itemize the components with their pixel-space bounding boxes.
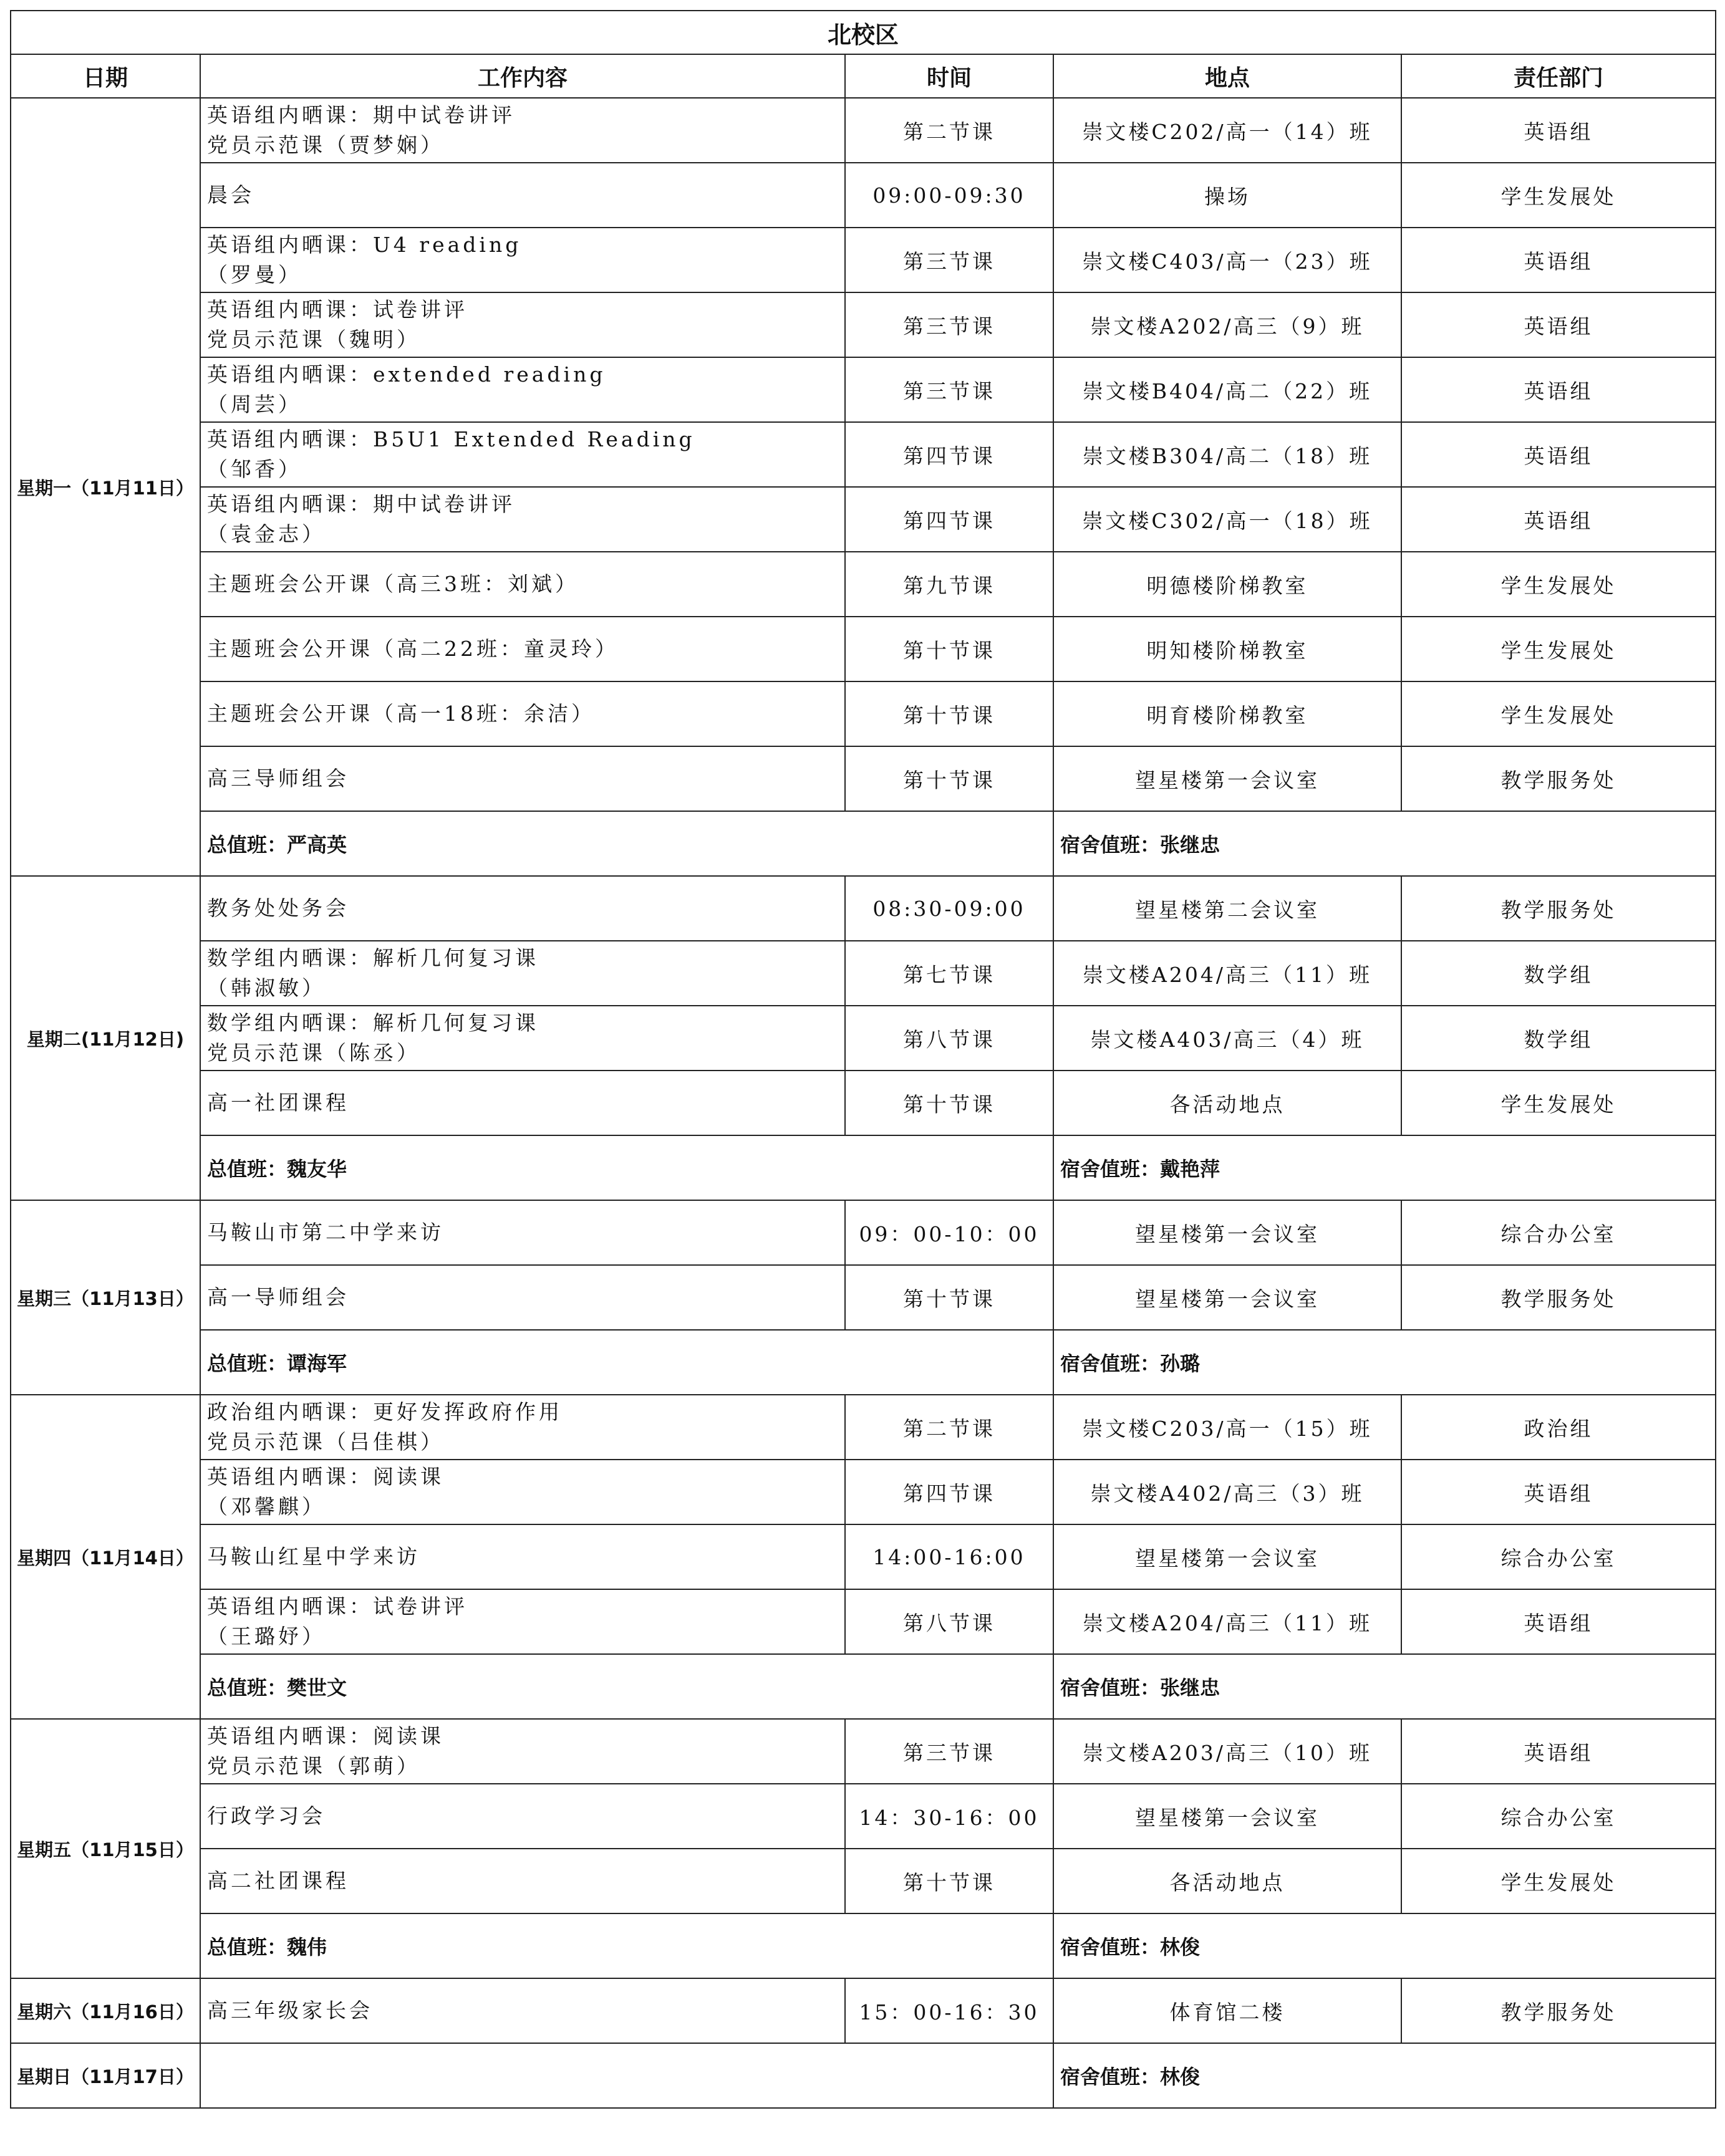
event-location: 望星楼第二会议室 bbox=[1053, 876, 1401, 941]
event-time: 第四节课 bbox=[845, 1460, 1053, 1524]
event-dept: 综合办公室 bbox=[1401, 1784, 1716, 1849]
event-content-line: 党员示范课（陈丞） bbox=[207, 1041, 420, 1065]
duty-row bbox=[11, 1913, 1716, 1978]
duty-general: 总值班：谭海军 bbox=[200, 1330, 1053, 1395]
event-time: 第十节课 bbox=[845, 617, 1053, 681]
event-location: 望星楼第一会议室 bbox=[1053, 1200, 1401, 1265]
event-content bbox=[200, 292, 845, 357]
event-content bbox=[200, 487, 845, 552]
event-content-line: 党员示范课（贾梦娴） bbox=[207, 133, 444, 157]
table-row bbox=[11, 617, 1716, 681]
event-content-line: （罗曼） bbox=[207, 262, 302, 287]
event-content-line: 教务处处务会 bbox=[207, 896, 349, 920]
table-row bbox=[11, 98, 1716, 163]
event-content bbox=[200, 1589, 845, 1654]
table-row bbox=[11, 422, 1716, 487]
event-dept: 政治组 bbox=[1401, 1395, 1716, 1460]
event-time: 第八节课 bbox=[845, 1589, 1053, 1654]
table-row bbox=[11, 163, 1716, 228]
table-row bbox=[11, 1784, 1716, 1849]
duty-general: 总值班：魏伟 bbox=[200, 1913, 1053, 1978]
event-dept: 教学服务处 bbox=[1401, 876, 1716, 941]
event-content-line: 英语组内晒课：B5U1 Extended Reading bbox=[207, 427, 695, 451]
event-content bbox=[200, 228, 845, 292]
event-content bbox=[200, 1978, 845, 2043]
event-location: 崇文楼A403/高三（4）班 bbox=[1053, 1006, 1401, 1071]
event-time: 第三节课 bbox=[845, 228, 1053, 292]
campus-title: 北校区 bbox=[11, 11, 1716, 54]
event-dept: 综合办公室 bbox=[1401, 1524, 1716, 1589]
day-date: 星期日（11月17日） bbox=[11, 2043, 200, 2108]
day-date: 星期一（11月11日） bbox=[11, 98, 200, 876]
event-location: 崇文楼C302/高一（18）班 bbox=[1053, 487, 1401, 552]
event-content bbox=[200, 1460, 845, 1524]
event-location: 体育馆二楼 bbox=[1053, 1978, 1401, 2043]
event-content-line: 党员示范课（吕佳棋） bbox=[207, 1430, 444, 1454]
duty-dorm: 宿舍值班：孙璐 bbox=[1053, 1330, 1716, 1395]
header-date: 日期 bbox=[11, 54, 200, 98]
header-dept: 责任部门 bbox=[1401, 54, 1716, 98]
event-time: 14：30-16：00 bbox=[845, 1784, 1053, 1849]
event-content bbox=[200, 876, 845, 941]
event-location: 崇文楼A402/高三（3）班 bbox=[1053, 1460, 1401, 1524]
table-row bbox=[11, 1395, 1716, 1460]
event-content-line: 数学组内晒课：解析几何复习课 bbox=[207, 946, 539, 970]
table-row bbox=[11, 941, 1716, 1006]
event-time: 第九节课 bbox=[845, 552, 1053, 617]
event-time: 第十节课 bbox=[845, 1265, 1053, 1330]
event-content bbox=[200, 1071, 845, 1135]
day-date: 星期二(11月12日) bbox=[11, 876, 200, 1200]
event-content bbox=[200, 1200, 845, 1265]
event-dept: 教学服务处 bbox=[1401, 1978, 1716, 2043]
event-time: 第三节课 bbox=[845, 292, 1053, 357]
event-dept: 英语组 bbox=[1401, 98, 1716, 163]
table-row bbox=[11, 1719, 1716, 1784]
table-row bbox=[11, 292, 1716, 357]
duty-row bbox=[11, 1330, 1716, 1395]
event-content-line: 马鞍山市第二中学来访 bbox=[207, 1220, 444, 1244]
event-dept: 学生发展处 bbox=[1401, 617, 1716, 681]
event-location: 操场 bbox=[1053, 163, 1401, 228]
event-content bbox=[200, 163, 845, 228]
header-location: 地点 bbox=[1053, 54, 1401, 98]
event-content-line: （周芸） bbox=[207, 392, 302, 416]
event-location: 各活动地点 bbox=[1053, 1071, 1401, 1135]
duty-general: 总值班：魏友华 bbox=[200, 1135, 1053, 1200]
event-time: 09:00-09:30 bbox=[845, 163, 1053, 228]
event-dept: 英语组 bbox=[1401, 228, 1716, 292]
event-content-line: 高一社团课程 bbox=[207, 1090, 349, 1115]
table-row bbox=[11, 228, 1716, 292]
duty-dorm: 宿舍值班：林俊 bbox=[1053, 1913, 1716, 1978]
event-content-line: 主题班会公开课（高一18班：余洁） bbox=[207, 701, 595, 726]
table-row bbox=[11, 487, 1716, 552]
event-content-line: 英语组内晒课：U4 reading bbox=[207, 233, 522, 257]
event-content-line: 政治组内晒课：更好发挥政府作用 bbox=[207, 1400, 563, 1424]
event-content-line: 数学组内晒课：解析几何复习课 bbox=[207, 1011, 539, 1035]
event-content bbox=[200, 1006, 845, 1071]
event-content-line: （邓馨麒） bbox=[207, 1494, 326, 1519]
event-time: 第十节课 bbox=[845, 681, 1053, 746]
duty-dorm: 宿舍值班：张继忠 bbox=[1053, 1654, 1716, 1719]
event-location: 崇文楼A204/高三（11）班 bbox=[1053, 941, 1401, 1006]
event-time: 第三节课 bbox=[845, 1719, 1053, 1784]
event-content-line: 英语组内晒课：阅读课 bbox=[207, 1724, 444, 1748]
event-dept: 数学组 bbox=[1401, 941, 1716, 1006]
event-dept: 教学服务处 bbox=[1401, 746, 1716, 811]
event-content-line: 高三年级家长会 bbox=[207, 1998, 373, 2023]
event-dept: 英语组 bbox=[1401, 292, 1716, 357]
table-row bbox=[11, 681, 1716, 746]
duty-row bbox=[11, 811, 1716, 876]
event-time: 第十节课 bbox=[845, 1849, 1053, 1913]
event-content bbox=[200, 552, 845, 617]
event-content-line: （袁金志） bbox=[207, 522, 326, 546]
event-dept: 英语组 bbox=[1401, 1460, 1716, 1524]
event-content bbox=[200, 1784, 845, 1849]
event-content-line: 英语组内晒课：期中试卷讲评 bbox=[207, 103, 515, 127]
table-row bbox=[11, 1589, 1716, 1654]
duty-dorm: 宿舍值班：林俊 bbox=[1053, 2043, 1716, 2108]
event-time: 15：00-16：30 bbox=[845, 1978, 1053, 2043]
event-time: 第十节课 bbox=[845, 1071, 1053, 1135]
event-content bbox=[200, 357, 845, 422]
event-dept: 数学组 bbox=[1401, 1006, 1716, 1071]
event-dept: 学生发展处 bbox=[1401, 163, 1716, 228]
event-content bbox=[200, 422, 845, 487]
day-date: 星期三（11月13日） bbox=[11, 1200, 200, 1395]
event-content-line: （王璐妤） bbox=[207, 1624, 326, 1648]
event-content-line: 党员示范课（郭萌） bbox=[207, 1754, 420, 1778]
event-content bbox=[200, 98, 845, 163]
event-content bbox=[200, 746, 845, 811]
event-content bbox=[200, 617, 845, 681]
table-row bbox=[11, 1265, 1716, 1330]
event-time: 第四节课 bbox=[845, 422, 1053, 487]
event-location: 崇文楼B404/高二（22）班 bbox=[1053, 357, 1401, 422]
event-content-line: 英语组内晒课：阅读课 bbox=[207, 1465, 444, 1489]
event-time: 第七节课 bbox=[845, 941, 1053, 1006]
day-date: 星期四（11月14日） bbox=[11, 1395, 200, 1719]
event-content bbox=[200, 941, 845, 1006]
header-time: 时间 bbox=[845, 54, 1053, 98]
event-location: 崇文楼C203/高一（15）班 bbox=[1053, 1395, 1401, 1460]
event-location: 崇文楼A202/高三（9）班 bbox=[1053, 292, 1401, 357]
event-location: 望星楼第一会议室 bbox=[1053, 1265, 1401, 1330]
table-row bbox=[11, 1524, 1716, 1589]
event-content bbox=[200, 1849, 845, 1913]
event-time: 09：00-10：00 bbox=[845, 1200, 1053, 1265]
event-location: 各活动地点 bbox=[1053, 1849, 1401, 1913]
day-date: 星期五（11月15日） bbox=[11, 1719, 200, 1978]
table-row bbox=[11, 552, 1716, 617]
duty-general: 总值班：樊世文 bbox=[200, 1654, 1053, 1719]
duty-dorm: 宿舍值班：张继忠 bbox=[1053, 811, 1716, 876]
event-time: 第四节课 bbox=[845, 487, 1053, 552]
event-content bbox=[200, 1524, 845, 1589]
event-time: 14:00-16:00 bbox=[845, 1524, 1053, 1589]
table-row bbox=[11, 1071, 1716, 1135]
table-row bbox=[11, 876, 1716, 941]
duty-row bbox=[11, 1654, 1716, 1719]
event-time: 第十节课 bbox=[845, 746, 1053, 811]
event-content-line: 主题班会公开课（高二22班：童灵玲） bbox=[207, 637, 619, 661]
event-dept: 英语组 bbox=[1401, 487, 1716, 552]
event-dept: 学生发展处 bbox=[1401, 1849, 1716, 1913]
event-dept: 英语组 bbox=[1401, 1589, 1716, 1654]
event-content-line: （韩淑敏） bbox=[207, 976, 326, 1000]
event-time: 08:30-09:00 bbox=[845, 876, 1053, 941]
event-content-line: 英语组内晒课：试卷讲评 bbox=[207, 297, 468, 322]
event-content-line: 主题班会公开课（高三3班：刘斌） bbox=[207, 572, 579, 596]
event-content bbox=[200, 1265, 845, 1330]
event-location: 明知楼阶梯教室 bbox=[1053, 617, 1401, 681]
event-content-line: 马鞍山红星中学来访 bbox=[207, 1544, 420, 1569]
header-content: 工作内容 bbox=[200, 54, 845, 98]
event-location: 崇文楼C403/高一（23）班 bbox=[1053, 228, 1401, 292]
event-content-line: 英语组内晒课：期中试卷讲评 bbox=[207, 492, 515, 516]
day-date: 星期六（11月16日） bbox=[11, 1978, 200, 2043]
table-row bbox=[11, 746, 1716, 811]
table-row bbox=[11, 1200, 1716, 1265]
event-location: 明德楼阶梯教室 bbox=[1053, 552, 1401, 617]
event-content-line: 党员示范课（魏明） bbox=[207, 327, 420, 352]
duty-dorm: 宿舍值班：戴艳萍 bbox=[1053, 1135, 1716, 1200]
duty-row bbox=[11, 1135, 1716, 1200]
event-content-line: 高二社团课程 bbox=[207, 1869, 349, 1893]
event-content-line: 英语组内晒课：试卷讲评 bbox=[207, 1594, 468, 1619]
event-dept: 学生发展处 bbox=[1401, 552, 1716, 617]
event-content-line: （邹香） bbox=[207, 457, 302, 481]
event-location: 望星楼第一会议室 bbox=[1053, 1784, 1401, 1849]
event-content-line: 英语组内晒课：extended reading bbox=[207, 362, 606, 387]
table-row bbox=[11, 1849, 1716, 1913]
event-location: 崇文楼B304/高二（18）班 bbox=[1053, 422, 1401, 487]
event-content-line: 行政学习会 bbox=[207, 1804, 326, 1828]
event-location: 望星楼第一会议室 bbox=[1053, 746, 1401, 811]
event-dept: 英语组 bbox=[1401, 1719, 1716, 1784]
event-content bbox=[200, 1395, 845, 1460]
event-dept: 英语组 bbox=[1401, 357, 1716, 422]
event-content-line: 晨会 bbox=[207, 183, 254, 207]
event-location: 明育楼阶梯教室 bbox=[1053, 681, 1401, 746]
event-location: 崇文楼C202/高一（14）班 bbox=[1053, 98, 1401, 163]
event-location: 望星楼第一会议室 bbox=[1053, 1524, 1401, 1589]
table-row bbox=[11, 1978, 1716, 2043]
table-row bbox=[11, 1460, 1716, 1524]
duty-row bbox=[11, 2043, 1716, 2108]
event-dept: 英语组 bbox=[1401, 422, 1716, 487]
event-location: 崇文楼A203/高三（10）班 bbox=[1053, 1719, 1401, 1784]
duty-general: 总值班：严高英 bbox=[200, 811, 1053, 876]
schedule-table bbox=[10, 10, 1716, 2109]
event-dept: 综合办公室 bbox=[1401, 1200, 1716, 1265]
table-row bbox=[11, 1006, 1716, 1071]
event-content bbox=[200, 1719, 845, 1784]
event-content bbox=[200, 681, 845, 746]
event-content-line: 高一导师组会 bbox=[207, 1285, 349, 1309]
event-time: 第三节课 bbox=[845, 357, 1053, 422]
event-location: 崇文楼A204/高三（11）班 bbox=[1053, 1589, 1401, 1654]
event-dept: 学生发展处 bbox=[1401, 1071, 1716, 1135]
duty-general bbox=[200, 2043, 1053, 2108]
event-time: 第二节课 bbox=[845, 1395, 1053, 1460]
event-time: 第二节课 bbox=[845, 98, 1053, 163]
event-time: 第八节课 bbox=[845, 1006, 1053, 1071]
event-dept: 教学服务处 bbox=[1401, 1265, 1716, 1330]
event-content-line: 高三导师组会 bbox=[207, 766, 349, 791]
table-row bbox=[11, 357, 1716, 422]
event-dept: 学生发展处 bbox=[1401, 681, 1716, 746]
